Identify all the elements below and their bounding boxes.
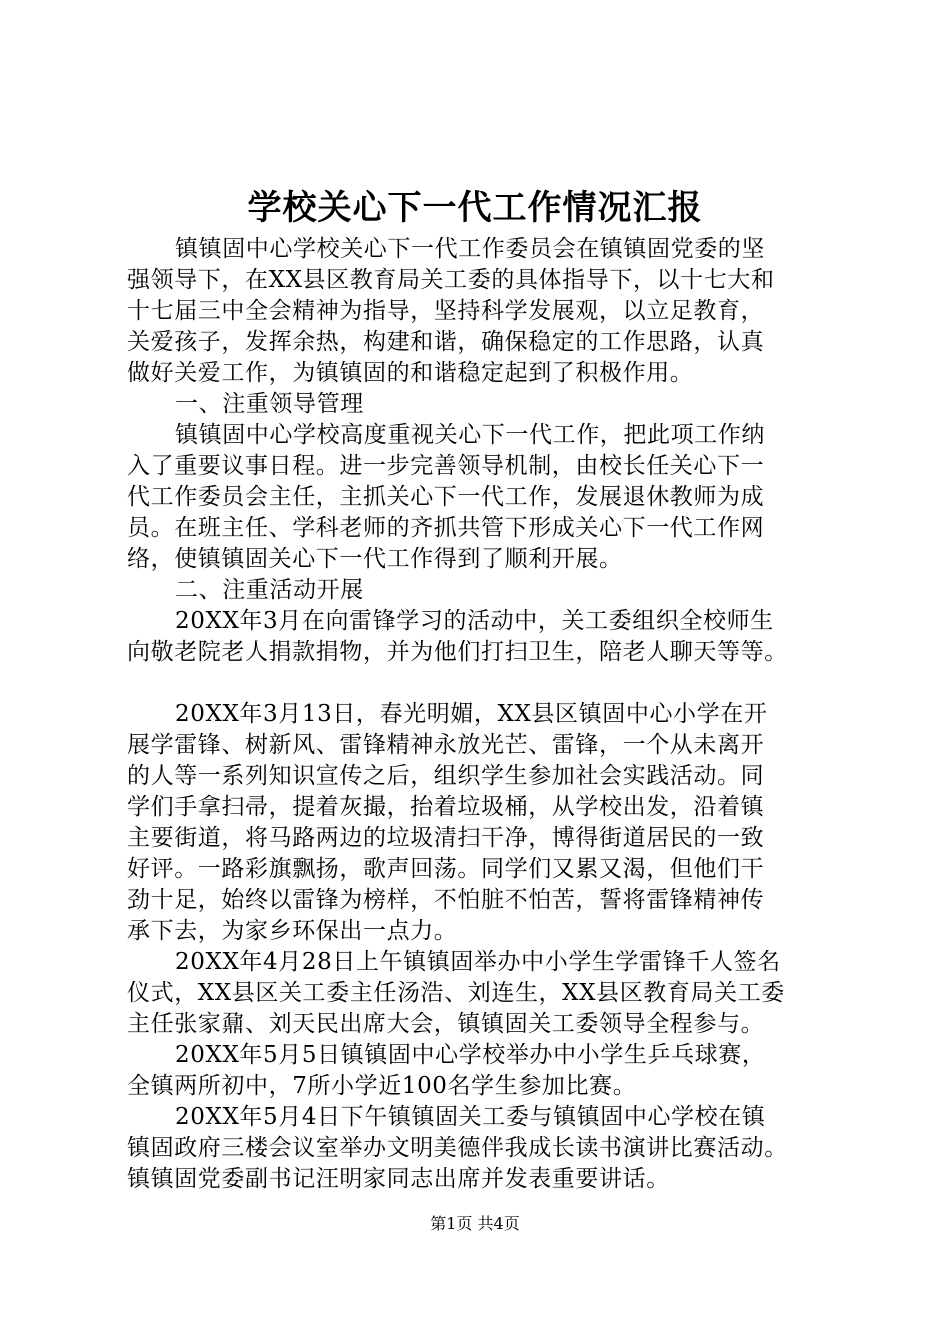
- paragraph-line: 仪式，XX县区关工委主任汤浩、刘连生，XX县区教育局关工委: [127, 980, 785, 1006]
- paragraph-line: 的人等一系列知识宣传之后，组织学生参加社会实践活动。同: [127, 763, 765, 789]
- paragraph-line: 向敬老院老人捐款捐物，并为他们打扫卫生，陪老人聊天等等。: [127, 639, 788, 665]
- paragraph-line: 络，使镇镇固关心下一代工作得到了顺利开展。: [127, 546, 623, 572]
- paragraph-line: 20XX年3月在向雷锋学习的活动中，关工委组织全校师生: [175, 608, 774, 634]
- paragraph-line: 20XX年5月4日下午镇镇固关工委与镇镇固中心学校在镇: [175, 1104, 766, 1130]
- paragraph-line: 做好关爱工作，为镇镇固的和谐稳定起到了积极作用。: [127, 360, 694, 386]
- section-heading: 二、注重活动开展: [175, 577, 364, 603]
- paragraph-line: 学们手拿扫帚，提着灰撮，抬着垃圾桶，从学校出发，沿着镇: [127, 794, 765, 820]
- paragraph-line: 全镇两所初中，7所小学近100名学生参加比赛。: [127, 1073, 637, 1099]
- paragraph-line: 20XX年3月13日，春光明媚，XX县区镇固中心小学在开: [175, 701, 768, 727]
- paragraph-line: 镇固政府三楼会议室举办文明美德伴我成长读书演讲比赛活动。: [127, 1135, 788, 1161]
- paragraph-line: 20XX年5月5日镇镇固中心学校举办中小学生乒乓球赛，: [175, 1042, 766, 1068]
- paragraph-line: 主要街道，将马路两边的垃圾清扫干净，博得街道居民的一致: [127, 825, 765, 851]
- paragraph-line: 入了重要议事日程。进一步完善领导机制，由校长任关心下一: [127, 453, 765, 479]
- paragraph-line: 镇镇固中心学校高度重视关心下一代工作，把此项工作纳: [175, 422, 765, 448]
- paragraph-line: 承下去，为家乡环保出一点力。: [127, 918, 458, 944]
- document-body: [127, 234, 832, 1195]
- paragraph-line: 关爱孩子，发挥余热，构建和谐，确保稳定的工作思路，认真: [127, 329, 765, 355]
- paragraph-line: 20XX年4月28日上午镇镇固举办中小学生学雷锋千人签名: [175, 949, 781, 975]
- paragraph-line: 镇镇固党委副书记汪明家同志出席并发表重要讲话。: [127, 1166, 670, 1192]
- section-heading: 一、注重领导管理: [175, 391, 364, 417]
- paragraph-line: 代工作委员会主任，主抓关心下一代工作，发展退休教师为成: [127, 484, 765, 510]
- paragraph-line: 好评。一路彩旗飘扬，歌声回荡。同学们又累又渴，但他们干: [127, 856, 765, 882]
- paragraph-line: 强领导下，在XX县区教育局关工委的具体指导下，以十七大和: [127, 267, 775, 293]
- paragraph-line: 员。在班主任、学科老师的齐抓共管下形成关心下一代工作网: [127, 515, 765, 541]
- paragraph-line: 主任张家鼐、刘天民出席大会，镇镇固关工委领导全程参与。: [127, 1011, 765, 1037]
- blank-line: [127, 668, 832, 699]
- document-title: 学校关心下一代工作情况汇报: [247, 188, 703, 228]
- paragraph-line: 镇镇固中心学校关心下一代工作委员会在镇镇固党委的坚: [175, 236, 765, 262]
- page-number-footer: 第1页 共4页: [430, 1214, 520, 1233]
- paragraph-line: 展学雷锋、树新风、雷锋精神永放光芒、雷锋，一个从未离开: [127, 732, 765, 758]
- paragraph-line: 十七届三中全会精神为指导，坚持科学发展观，以立足教育，: [127, 298, 765, 324]
- paragraph-line: 劲十足，始终以雷锋为榜样，不怕脏不怕苦，誓将雷锋精神传: [127, 887, 765, 913]
